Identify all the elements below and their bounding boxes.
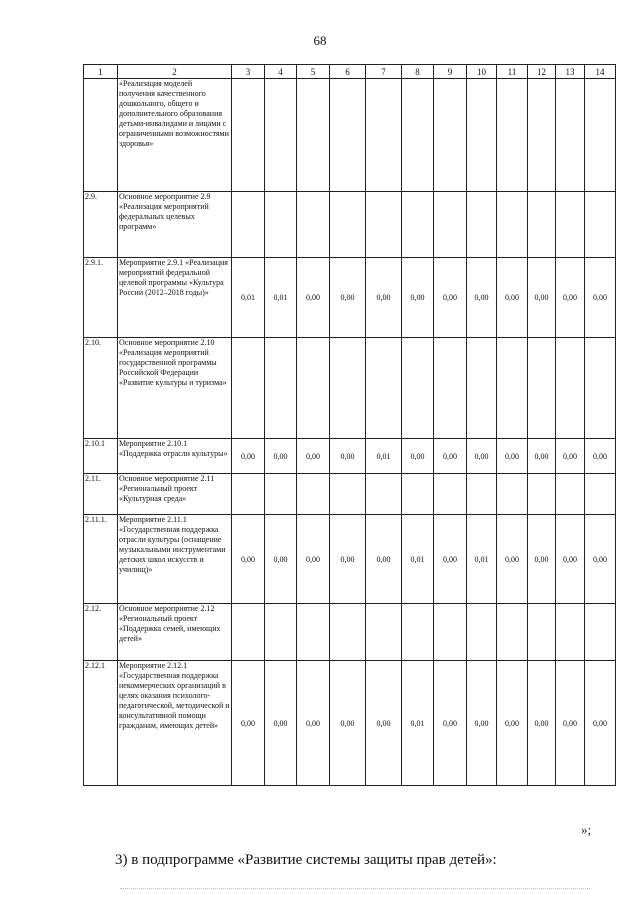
value-cell	[402, 338, 434, 439]
value-cell	[402, 79, 434, 192]
table-row	[84, 515, 616, 604]
table-row	[84, 192, 616, 258]
value-cell	[556, 192, 585, 258]
value-cell	[585, 474, 616, 515]
value-cell	[402, 192, 434, 258]
row-number: 2.11.	[84, 474, 118, 515]
value-cell: 0,01	[467, 515, 497, 604]
value-cell: 0,00	[330, 515, 366, 604]
value-cell	[467, 474, 497, 515]
value-cell	[402, 604, 434, 661]
value-cell: 0,00	[265, 661, 297, 786]
value-cell	[528, 474, 556, 515]
table-row	[84, 439, 616, 474]
value-cell	[265, 192, 297, 258]
value-cell	[585, 192, 616, 258]
row-number: 2.11.1.	[84, 515, 118, 604]
value-cell: 0,00	[585, 515, 616, 604]
value-cell	[265, 474, 297, 515]
value-cell: 0,00	[265, 439, 297, 474]
value-cell: 0,00	[265, 515, 297, 604]
value-cell: 0,00	[556, 661, 585, 786]
activity-name: Основное мероприятие 2.10 «Реализация мероприятий государственной программы Российской Федерации «Развитие культуры и туризма»	[118, 338, 232, 439]
activity-name: «Реализация моделей получения качественного дошкольного, общего и дополнительного образования детьми-инвалидами и лицами с ограниченными возможностями здоровья»	[118, 79, 232, 192]
value-cell: 0,00	[556, 258, 585, 338]
value-cell	[366, 338, 402, 439]
value-cell	[232, 79, 265, 192]
value-cell: 0,01	[402, 515, 434, 604]
row-number: 2.10.1	[84, 439, 118, 474]
value-cell: 0,00	[434, 258, 467, 338]
value-cell: 0,00	[434, 661, 467, 786]
value-cell: 0,00	[556, 515, 585, 604]
value-cell: 0,00	[497, 258, 528, 338]
row-number: 2.9.	[84, 192, 118, 258]
value-cell: 0,00	[330, 258, 366, 338]
value-cell	[434, 474, 467, 515]
activity-name: Основное мероприятие 2.9 «Реализация мероприятий федеральных целевых программ»	[118, 192, 232, 258]
table-body	[84, 79, 616, 786]
column-number-9: 9	[434, 65, 467, 79]
value-cell: 0,00	[366, 515, 402, 604]
value-cell: 0,00	[330, 661, 366, 786]
value-cell: 0,00	[556, 439, 585, 474]
row-number: 2.12.	[84, 604, 118, 661]
value-cell	[434, 79, 467, 192]
row-number: 2.10.	[84, 338, 118, 439]
value-cell: 0,00	[497, 661, 528, 786]
table-row	[84, 604, 616, 661]
value-cell: 0,00	[330, 439, 366, 474]
value-cell: 0,00	[497, 515, 528, 604]
value-cell	[467, 604, 497, 661]
column-number-1: 1	[84, 65, 118, 79]
value-cell	[366, 474, 402, 515]
value-cell: 0,00	[297, 515, 330, 604]
value-cell	[497, 338, 528, 439]
value-cell: 0,00	[297, 439, 330, 474]
value-cell: 0,00	[467, 258, 497, 338]
column-number-11: 11	[497, 65, 528, 79]
value-cell	[497, 604, 528, 661]
activity-name: Мероприятие 2.10.1 «Поддержка отрасли культуры»	[118, 439, 232, 474]
value-cell	[297, 338, 330, 439]
value-cell: 0,00	[497, 439, 528, 474]
table-row	[84, 79, 616, 192]
column-number-7: 7	[366, 65, 402, 79]
value-cell: 0,00	[528, 439, 556, 474]
value-cell	[265, 604, 297, 661]
activity-name: Мероприятие 2.11.1 «Государственная поддержка отрасли культуры (оснащение музыкальными инструментами детских школ искусств и училищ)»	[118, 515, 232, 604]
value-cell: 0,00	[402, 439, 434, 474]
value-cell	[556, 604, 585, 661]
value-cell	[497, 192, 528, 258]
value-cell	[556, 338, 585, 439]
value-cell	[297, 192, 330, 258]
value-cell	[330, 604, 366, 661]
column-number-13: 13	[556, 65, 585, 79]
value-cell: 0,00	[585, 258, 616, 338]
value-cell: 0,00	[434, 439, 467, 474]
value-cell	[330, 79, 366, 192]
value-cell: 0,00	[467, 661, 497, 786]
value-cell	[585, 79, 616, 192]
value-cell	[528, 79, 556, 192]
value-cell	[434, 192, 467, 258]
closing-quote-mark: »;	[581, 822, 592, 837]
subprogram-heading: 3) в подпрограмме «Развитие системы защиты прав детей»:	[115, 852, 497, 868]
value-cell: 0,00	[528, 515, 556, 604]
value-cell: 0,00	[585, 439, 616, 474]
value-cell	[265, 79, 297, 192]
value-cell	[528, 604, 556, 661]
table-row	[84, 258, 616, 338]
value-cell	[366, 79, 402, 192]
value-cell: 0,00	[467, 439, 497, 474]
column-number-10: 10	[467, 65, 497, 79]
value-cell: 0,00	[297, 258, 330, 338]
activity-name: Мероприятие 2.12.1 «Государственная поддержка некоммерческих организаций в целях оказания психолого-педагогической, методической и консультативной помощи гражданам, имеющих детей»	[118, 661, 232, 786]
expenditure-table	[83, 64, 616, 786]
activity-name: Мероприятие 2.9.1 «Реализация мероприятий федеральной целевой программы «Культура России (2012–2018 годы)»	[118, 258, 232, 338]
value-cell: 0,01	[402, 661, 434, 786]
value-cell: 0,00	[232, 439, 265, 474]
value-cell	[528, 338, 556, 439]
value-cell: 0,00	[366, 258, 402, 338]
value-cell	[402, 474, 434, 515]
value-cell: 0,00	[528, 661, 556, 786]
column-number-row	[84, 65, 616, 79]
value-cell: 0,00	[297, 661, 330, 786]
column-number-12: 12	[528, 65, 556, 79]
value-cell	[330, 474, 366, 515]
row-number	[84, 79, 118, 192]
row-number: 2.12.1	[84, 661, 118, 786]
value-cell: 0,00	[232, 515, 265, 604]
row-number: 2.9.1.	[84, 258, 118, 338]
column-number-2: 2	[118, 65, 232, 79]
table-row	[84, 661, 616, 786]
value-cell	[528, 192, 556, 258]
table-header	[84, 65, 616, 79]
activity-name: Основное мероприятие 2.11 «Региональный проект «Культурная среда»	[118, 474, 232, 515]
column-number-6: 6	[330, 65, 366, 79]
value-cell	[556, 79, 585, 192]
table-row	[84, 474, 616, 515]
column-number-4: 4	[265, 65, 297, 79]
value-cell: 0,01	[232, 258, 265, 338]
value-cell	[556, 474, 585, 515]
value-cell: 0,01	[265, 258, 297, 338]
column-number-3: 3	[232, 65, 265, 79]
value-cell	[467, 79, 497, 192]
value-cell	[434, 604, 467, 661]
value-cell	[297, 79, 330, 192]
page-number: 68	[313, 33, 327, 48]
value-cell	[232, 474, 265, 515]
value-cell	[232, 338, 265, 439]
value-cell	[366, 192, 402, 258]
value-cell	[297, 474, 330, 515]
value-cell	[232, 604, 265, 661]
column-number-5: 5	[297, 65, 330, 79]
value-cell: 0,00	[585, 661, 616, 786]
value-cell	[265, 338, 297, 439]
value-cell	[467, 192, 497, 258]
value-cell	[497, 474, 528, 515]
value-cell	[330, 192, 366, 258]
value-cell: 0,00	[232, 661, 265, 786]
table-row	[84, 338, 616, 439]
value-cell	[330, 338, 366, 439]
column-number-8: 8	[402, 65, 434, 79]
value-cell: 0,00	[402, 258, 434, 338]
value-cell: 0,00	[528, 258, 556, 338]
value-cell	[297, 604, 330, 661]
value-cell: 0,00	[366, 661, 402, 786]
value-cell	[467, 338, 497, 439]
value-cell: 0,01	[366, 439, 402, 474]
value-cell	[585, 338, 616, 439]
value-cell: 0,00	[434, 515, 467, 604]
footer-divider	[120, 888, 590, 889]
value-cell	[497, 79, 528, 192]
value-cell	[434, 338, 467, 439]
value-cell	[585, 604, 616, 661]
column-number-14: 14	[585, 65, 616, 79]
value-cell	[232, 192, 265, 258]
activity-name: Основное мероприятие 2.12 «Региональный проект «Поддержка семей, имеющих детей»	[118, 604, 232, 661]
value-cell	[366, 604, 402, 661]
